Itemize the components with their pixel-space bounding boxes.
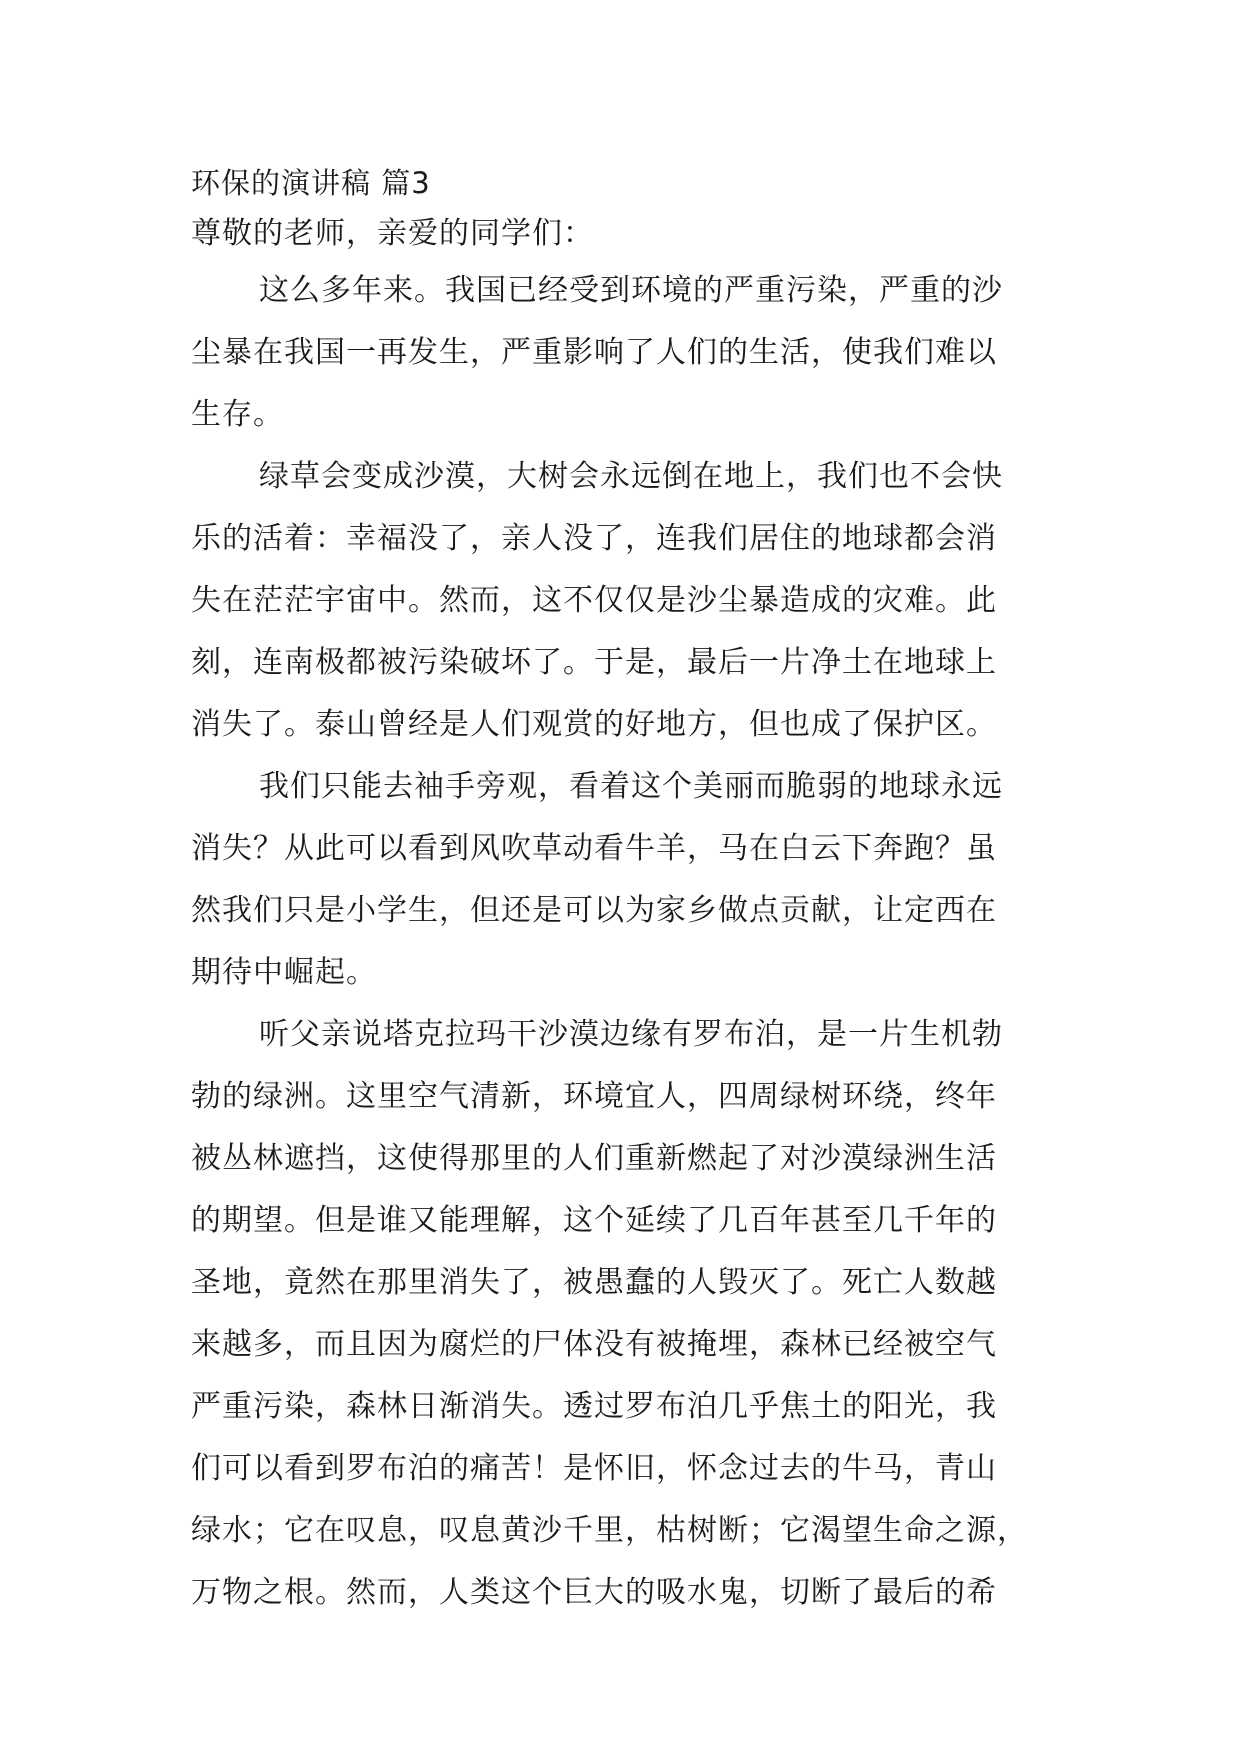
paragraph-line: 我们只能去袖手旁观，看着这个美丽而脆弱的地球永远 — [259, 769, 1003, 804]
paragraph-line: 圣地，竟然在那里消失了，被愚蠢的人毁灭了。死亡人数越 — [191, 1265, 997, 1300]
paragraph-line: 勃的绿洲。这里空气清新，环境宜人，四周绿树环绕，终年 — [191, 1079, 997, 1114]
greeting: 尊敬的老师，亲爱的同学们： — [191, 216, 594, 251]
paragraph-line: 刻，连南极都被污染破坏了。于是，最后一片净土在地球上 — [191, 645, 997, 680]
paragraph-line: 尘暴在我国一再发生，严重影响了人们的生活，使我们难以 — [191, 335, 997, 370]
document-title: 环保的演讲稿 篇3 — [191, 166, 431, 200]
paragraph-line: 严重污染，森林日渐消失。透过罗布泊几乎焦土的阳光，我 — [191, 1389, 997, 1424]
paragraph-line: 失在茫茫宇宙中。然而，这不仅仅是沙尘暴造成的灾难。此 — [191, 583, 997, 618]
paragraph-line: 听父亲说塔克拉玛干沙漠边缘有罗布泊，是一片生机勃 — [259, 1017, 1003, 1052]
paragraph-1 — [191, 260, 1071, 446]
paragraph-line: 消失了。泰山曾经是人们观赏的好地方，但也成了保护区。 — [191, 707, 997, 742]
paragraph-line: 来越多，而且因为腐烂的尸体没有被掩埋，森林已经被空气 — [191, 1327, 997, 1362]
paragraph-line: 消失？从此可以看到风吹草动看牛羊，马在白云下奔跑？虽 — [191, 831, 997, 866]
paragraph-line: 万物之根。然而，人类这个巨大的吸水鬼，切断了最后的希 — [191, 1575, 997, 1610]
paragraph-line: 期待中崛起。 — [191, 955, 377, 990]
paragraph-line: 的期望。但是谁又能理解，这个延续了几百年甚至几千年的 — [191, 1203, 997, 1238]
paragraph-line: 绿草会变成沙漠，大树会永远倒在地上，我们也不会快 — [259, 459, 1003, 494]
paragraph-line: 生存。 — [191, 397, 284, 432]
paragraph-line: 这么多年来。我国已经受到环境的严重污染，严重的沙 — [259, 273, 1003, 308]
paragraph-line: 绿水；它在叹息，叹息黄沙千里，枯树断；它渴望生命之源， — [191, 1513, 1028, 1548]
paragraph-3 — [191, 756, 1071, 1004]
paragraph-line: 被丛林遮挡，这使得那里的人们重新燃起了对沙漠绿洲生活 — [191, 1141, 997, 1176]
paragraph-line: 乐的活着：幸福没了，亲人没了，连我们居住的地球都会消 — [191, 521, 997, 556]
paragraph-4 — [191, 1004, 1071, 1624]
paragraph-line: 们可以看到罗布泊的痛苦！是怀旧，怀念过去的牛马，青山 — [191, 1451, 997, 1486]
paragraph-2 — [191, 446, 1071, 756]
paragraph-line: 然我们只是小学生，但还是可以为家乡做点贡献，让定西在 — [191, 893, 997, 928]
document-body — [191, 160, 1071, 1624]
